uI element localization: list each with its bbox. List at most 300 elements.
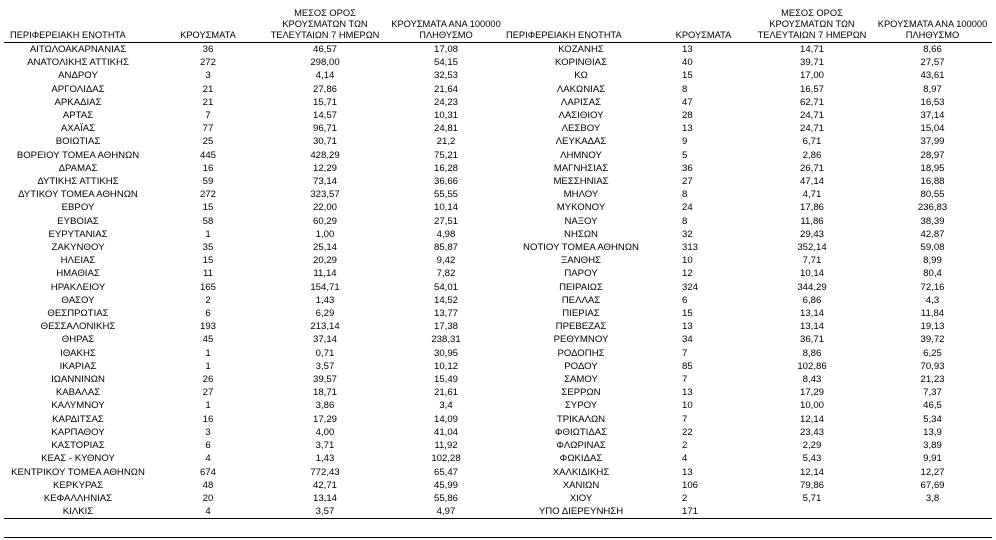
left-per100k-cell: 15,49 — [433, 374, 458, 386]
left-cases-cell: 6 — [205, 308, 211, 320]
table-row — [4, 83, 992, 96]
right-avg7-cell: 12,14 — [799, 466, 824, 478]
right-per100k-cell: 59,08 — [920, 242, 945, 254]
left-cases-cell: 4 — [152, 505, 264, 519]
right-cases-cell: 6 — [682, 294, 688, 306]
table-row — [4, 201, 992, 214]
left-per100k-cell: 21,64 — [433, 83, 458, 95]
left-per100k-cell: 17,08 — [433, 44, 458, 55]
right-per100k-cell: 7,37 — [923, 387, 942, 399]
right-region-cell: ΠΡΕΒΕΖΑΣ — [555, 321, 607, 333]
right-cases-cell: 27 — [682, 176, 693, 188]
left-region-cell: ΚΑΒΑΛΑΣ — [55, 387, 101, 399]
table-row — [4, 399, 992, 412]
right-region-cell: ΣΑΜΟΥ — [564, 374, 598, 386]
left-avg7-cell: 0,71 — [315, 347, 335, 359]
left-cases-cell: 445 — [199, 149, 216, 161]
left-region-cell: ΚΕΦΑΛΛΗΝΙΑΣ — [43, 492, 113, 504]
right-cases-cell: 47 — [682, 96, 693, 108]
right-avg7-cell: 79,86 — [799, 479, 824, 491]
right-per100k-cell: 80,4 — [923, 268, 942, 280]
right-cases-cell: 7 — [682, 413, 688, 425]
left-region-cell: ΕΥΡΥΤΑΝΙΑΣ — [48, 228, 108, 240]
left-per100k-cell: 17,38 — [433, 321, 458, 333]
right-avg7-cell — [751, 505, 873, 519]
left-per100k-cell: 238,31 — [431, 334, 461, 346]
left-cases-cell: 27 — [202, 387, 214, 399]
right-per100k-cell: 27,57 — [920, 57, 945, 69]
left-per100k-cell: 10,14 — [433, 202, 458, 214]
right-region-cell: ΠΕΛΛΑΣ — [561, 294, 601, 306]
left-region-cell: ΚΑΣΤΟΡΙΑΣ — [51, 440, 105, 452]
left-per100k-cell: 85,87 — [433, 242, 458, 254]
table-row — [4, 439, 992, 452]
left-cases-cell: 15 — [202, 202, 214, 214]
left-per100k-cell: 10,12 — [433, 360, 458, 372]
table-row — [4, 43, 992, 57]
right-per100k-cell: 15,04 — [920, 123, 945, 135]
left-avg7-cell: 37,14 — [312, 334, 337, 346]
left-cases-cell: 1 — [205, 400, 211, 412]
right-per100k-cell: 3,89 — [923, 440, 942, 452]
left-region-cell: ΕΥΒΟΙΑΣ — [57, 215, 99, 227]
right-region-cell: ΧΙΟΥ — [569, 492, 593, 504]
left-avg7-cell: 3,57 — [264, 505, 386, 519]
left-avg7-cell: 3,57 — [315, 360, 335, 372]
left-avg7-cell: 20,29 — [312, 255, 337, 267]
right-region-cell: ΜΗΛΟΥ — [563, 189, 599, 201]
right-avg7-cell: 16,57 — [799, 83, 824, 95]
left-cases-cell: 15 — [202, 255, 214, 267]
left-region-cell: ΒΟΙΩΤΙΑΣ — [55, 136, 101, 148]
right-cases-cell: 40 — [682, 57, 693, 69]
right-cases-cell: 13 — [682, 44, 693, 55]
left-avg7-cell: 42,71 — [312, 479, 337, 491]
right-per100k-cell: 70,93 — [920, 360, 945, 372]
left-avg7-cell: 73,14 — [312, 176, 337, 188]
left-region-cell: ΘΗΡΑΣ — [61, 334, 95, 346]
right-avg7-cell: 5,43 — [802, 453, 822, 465]
left-region-cell: ΗΜΑΘΙΑΣ — [56, 268, 100, 280]
right-per100k-cell: 37,99 — [920, 136, 945, 148]
right-cases-cell: 7 — [682, 347, 688, 359]
right-region-cell: ΠΙΕΡΙΑΣ — [562, 308, 600, 320]
right-per100k-cell: 8,97 — [923, 83, 942, 95]
right-region-cell: ΧΑΛΚΙΔΙΚΗΣ — [552, 466, 610, 478]
left-cases-cell: 25 — [202, 136, 214, 148]
left-per100k-cell: 16,28 — [433, 162, 458, 174]
left-per100k-cell: 102,28 — [431, 453, 461, 465]
right-cases-cell: 22 — [682, 426, 693, 438]
right-per100k-cell: 16,88 — [920, 176, 945, 188]
right-avg7-cell: 24,71 — [799, 123, 824, 135]
left-avg7-cell: 46,57 — [312, 44, 337, 55]
right-per100k-cell: 13,9 — [923, 426, 942, 438]
table-row — [4, 56, 992, 69]
left-avg7-cell: 14,57 — [312, 110, 337, 122]
right-cases-cell: 7 — [682, 374, 688, 386]
right-avg7-cell: 6,86 — [802, 294, 822, 306]
right-avg7-cell: 2,86 — [802, 149, 822, 161]
right-per100k-cell: 11,84 — [920, 308, 945, 320]
left-region-cell: ΑΡΚΑΔΙΑΣ — [54, 96, 102, 108]
right-region-cell: ΛΕΥΚΑΔΑΣ — [555, 136, 607, 148]
right-avg7-cell: 14,71 — [799, 44, 824, 55]
table-row — [4, 267, 992, 280]
table-row — [4, 492, 992, 505]
right-avg7-cell: 12,14 — [799, 413, 824, 425]
left-avg7-cell: 213,14 — [310, 321, 340, 333]
left-avg7-cell: 154,71 — [310, 281, 340, 293]
right-avg7-cell: 8,43 — [802, 374, 822, 386]
right-region-cell: ΛΑΚΩΝΙΑΣ — [556, 83, 606, 95]
left-per100k-cell: 4,98 — [436, 228, 456, 240]
right-per100k-cell: 16,53 — [920, 96, 945, 108]
left-cases-cell: 35 — [202, 242, 214, 254]
table-row — [4, 373, 992, 386]
left-cases-cell: 16 — [202, 413, 214, 425]
left-per100k-cell: 27,51 — [433, 215, 458, 227]
table-row — [4, 175, 992, 188]
table-row — [4, 162, 992, 175]
left-avg7-cell: 25,14 — [312, 242, 337, 254]
right-per100k-cell: 46,5 — [923, 400, 942, 412]
right-avg7-cell: 17,00 — [799, 70, 824, 82]
left-cases-cell: 6 — [205, 440, 211, 452]
right-per100k-cell: 8,66 — [923, 44, 942, 55]
right-region-cell: ΣΕΡΡΩΝ — [561, 387, 601, 399]
left-per100k-cell: 55,86 — [433, 492, 458, 504]
left-region-cell: ΖΑΚΥΝΘΟΥ — [51, 242, 105, 254]
right-region-cell: ΜΥΚΟΝΟΥ — [556, 202, 606, 214]
table-row — [4, 360, 992, 373]
right-avg7-cell: 17,29 — [799, 387, 824, 399]
right-region-cell: ΦΛΩΡΙΝΑΣ — [556, 440, 606, 452]
left-cases-cell: 1 — [205, 347, 211, 359]
right-avg7-cell: 8,86 — [802, 347, 822, 359]
right-per100k-cell: 39,72 — [920, 334, 945, 346]
left-avg7-cell: 13,14 — [312, 492, 337, 504]
right-avg7-cell: 344,29 — [797, 281, 827, 293]
table-row — [4, 281, 992, 294]
left-per100k-cell: 13,77 — [433, 308, 458, 320]
table-row — [4, 307, 992, 320]
left-region-cell: ΙΘΑΚΗΣ — [60, 347, 96, 359]
right-avg7-cell: 62,71 — [799, 96, 824, 108]
left-region-cell: ΗΛΕΙΑΣ — [60, 255, 96, 267]
right-avg7-cell: 36,71 — [799, 334, 824, 346]
right-region-cell: ΠΕΙΡΑΙΩΣ — [559, 281, 603, 293]
right-cases-cell: 85 — [682, 360, 693, 372]
left-region-cell: ΘΑΣΟΥ — [61, 294, 95, 306]
left-region-cell: ΘΕΣΣΑΛΟΝΙΚΗΣ — [40, 321, 116, 333]
table-header — [4, 8, 992, 43]
right-per100k-cell: 19,13 — [920, 321, 945, 333]
table-body — [4, 43, 992, 519]
left-region-cell: ΚΕΝΤΡΙΚΟΥ ΤΟΜΕΑ ΑΘΗΝΩΝ — [11, 466, 145, 478]
left-per100k-cell: 9,42 — [436, 255, 456, 267]
right-region-cell: ΝΑΞΟΥ — [564, 215, 598, 227]
right-cases-cell: 13 — [682, 321, 693, 333]
right-region-cell: ΛΑΡΙΣΑΣ — [560, 96, 602, 108]
right-avg7-cell: 10,00 — [799, 400, 824, 412]
right-avg7-cell: 47,14 — [799, 176, 824, 188]
left-avg7-cell: 30,71 — [312, 136, 337, 148]
right-region-cell: ΝΟΤΙΟΥ ΤΟΜΕΑ ΑΘΗΝΩΝ — [523, 242, 639, 254]
left-cases-cell: 21 — [202, 83, 214, 95]
right-per100k-cell: 6,25 — [923, 347, 942, 359]
table-row — [4, 320, 992, 333]
left-region-cell: ΒΟΡΕΙΟΥ ΤΟΜΕΑ ΑΘΗΝΩΝ — [16, 149, 140, 161]
left-per100k-cell: 65,47 — [433, 466, 458, 478]
right-avg7-cell: 24,71 — [799, 110, 824, 122]
header-row — [4, 8, 992, 43]
right-cases-cell: 34 — [682, 334, 693, 346]
right-cases-cell: 15 — [682, 308, 693, 320]
right-region-cell: ΡΕΘΥΜΝΟΥ — [553, 334, 609, 346]
right-cases-cell: 32 — [682, 228, 693, 240]
right-avg7-cell: 4,71 — [802, 189, 822, 201]
table-row — [4, 333, 992, 346]
right-region-cell: ΡΟΔΟΠΗΣ — [557, 347, 605, 359]
table-row — [4, 466, 992, 479]
right-region-cell: ΧΑΝΙΩΝ — [562, 479, 600, 491]
right-avg7-cell: 13,14 — [799, 308, 824, 320]
header-cases-left: ΚΡΟΥΣΜΑΤΑ — [152, 8, 264, 43]
left-region-cell: ΕΒΡΟΥ — [61, 202, 95, 214]
right-avg7-cell: 6,71 — [802, 136, 822, 148]
right-cases-cell: 8 — [682, 189, 688, 201]
left-cases-cell: 3 — [205, 426, 211, 438]
right-avg7-cell: 5,71 — [802, 492, 822, 504]
left-region-cell: ΘΕΣΠΡΩΤΙΑΣ — [47, 308, 109, 320]
left-cases-cell: 165 — [199, 281, 216, 293]
left-cases-cell: 4 — [205, 453, 211, 465]
right-cases-cell: 13 — [682, 387, 693, 399]
right-per100k-cell: 12,27 — [920, 466, 945, 478]
right-region-cell: ΠΑΡΟΥ — [564, 268, 598, 280]
right-region-cell: ΤΡΙΚΑΛΩΝ — [556, 413, 606, 425]
right-cases-cell: 36 — [682, 162, 693, 174]
header-cases-right: ΚΡΟΥΣΜΑΤΑ — [656, 8, 751, 43]
left-cases-cell: 16 — [202, 162, 214, 174]
right-avg7-cell: 11,86 — [800, 215, 824, 227]
table-row — [4, 254, 992, 267]
right-cases-cell: 10 — [682, 400, 693, 412]
left-region-cell: ΑΡΤΑΣ — [62, 110, 94, 122]
right-cases-cell: 324 — [682, 281, 699, 293]
left-per100k-cell: 36,66 — [433, 176, 458, 188]
right-per100k-cell: 42,87 — [920, 228, 945, 240]
left-avg7-cell: 12,29 — [312, 162, 337, 174]
right-region-cell: ΥΠΟ ΔΙΕΡΕΥΝΗΣΗ — [506, 505, 656, 519]
right-per100k-cell: 9,91 — [923, 453, 942, 465]
left-region-cell: ΙΩΑΝΝΙΝΩΝ — [51, 374, 105, 386]
left-region-cell: ΙΚΑΡΙΑΣ — [59, 360, 97, 372]
left-cases-cell: 3 — [205, 70, 211, 82]
left-per100k-cell: 41,04 — [433, 426, 458, 438]
right-per100k-cell: 18,95 — [920, 162, 945, 174]
right-avg7-cell: 2,29 — [802, 440, 822, 452]
right-region-cell: ΚΩ — [574, 70, 588, 82]
right-cases-cell: 8 — [682, 83, 688, 95]
right-region-cell: ΦΩΚΙΔΑΣ — [559, 453, 603, 465]
left-per100k-cell: 54,01 — [433, 281, 458, 293]
left-cases-cell: 1 — [205, 360, 211, 372]
left-per100k-cell: 55,55 — [433, 189, 458, 201]
right-per100k-cell: 80,55 — [920, 189, 945, 201]
left-avg7-cell: 15,71 — [312, 96, 337, 108]
left-avg7-cell: 17,29 — [312, 413, 337, 425]
left-region-cell: ΚΑΛΥΜΝΟΥ — [51, 400, 105, 412]
left-cases-cell: 272 — [199, 189, 216, 201]
left-region-cell: ΚΑΡΠΑΘΟΥ — [51, 426, 105, 438]
right-avg7-cell: 10,14 — [799, 268, 824, 280]
right-per100k-cell: 28,97 — [920, 149, 945, 161]
right-per100k-cell: 3,8 — [925, 492, 940, 504]
left-region-cell: ΚΕΑΣ - ΚΥΘΝΟΥ — [41, 453, 115, 465]
left-avg7-cell: 428,29 — [310, 149, 340, 161]
left-avg7-cell: 4,14 — [315, 70, 335, 82]
table-row — [4, 505, 992, 519]
table-row — [4, 135, 992, 148]
right-region-cell: ΛΕΣΒΟΥ — [561, 123, 601, 135]
table-row — [4, 149, 992, 162]
right-cases-cell: 2 — [682, 440, 688, 452]
left-avg7-cell: 11,14 — [313, 268, 337, 280]
left-cases-cell: 58 — [202, 215, 214, 227]
left-cases-cell: 11 — [203, 268, 213, 280]
right-per100k-cell: 236,83 — [917, 202, 948, 214]
table-row — [4, 426, 992, 439]
right-avg7-cell: 102,86 — [797, 360, 827, 372]
table-row — [4, 69, 992, 82]
right-cases-cell: 15 — [682, 70, 693, 82]
left-cases-cell: 26 — [202, 374, 214, 386]
left-cases-cell: 48 — [202, 479, 214, 491]
table-row — [4, 228, 992, 241]
left-avg7-cell: 3,86 — [315, 400, 335, 412]
left-per100k-cell: 10,31 — [433, 110, 458, 122]
right-cases-cell: 12 — [682, 268, 693, 280]
right-avg7-cell: 29,43 — [799, 228, 824, 240]
left-avg7-cell: 27,86 — [312, 83, 337, 95]
right-cases-cell: 171 — [656, 505, 751, 519]
left-avg7-cell: 4,00 — [315, 426, 335, 438]
left-per100k-cell: 54,15 — [433, 57, 458, 69]
right-region-cell: ΜΑΓΝΗΣΙΑΣ — [553, 162, 609, 174]
left-per100k-cell: 4,97 — [386, 505, 506, 519]
table-row — [4, 215, 992, 228]
left-cases-cell: 77 — [202, 123, 214, 135]
left-avg7-cell: 1,43 — [315, 294, 335, 306]
left-per100k-cell: 24,23 — [433, 96, 458, 108]
left-per100k-cell: 14,09 — [433, 413, 458, 425]
right-region-cell: ΚΟΡΙΝΘΙΑΣ — [554, 57, 608, 69]
right-cases-cell: 13 — [682, 466, 693, 478]
left-per100k-cell: 32,53 — [433, 70, 458, 82]
table-row — [4, 479, 992, 492]
right-avg7-cell: 23,43 — [799, 426, 824, 438]
left-cases-cell: 272 — [199, 57, 216, 69]
left-per100k-cell: 21,61 — [433, 387, 458, 399]
left-avg7-cell: 1,00 — [315, 228, 335, 240]
right-region-cell: ΜΕΣΣΗΝΙΑΣ — [553, 176, 609, 188]
right-per100k-cell: 72,16 — [920, 281, 945, 293]
right-cases-cell: 4 — [682, 453, 688, 465]
header-per100k-left: ΚΡΟΥΣΜΑΤΑ ΑΝΑ 100000 ΠΛΗΘΥΣΜΟ — [386, 8, 506, 43]
left-avg7-cell: 1,43 — [315, 453, 335, 465]
right-avg7-cell: 26,71 — [799, 162, 824, 174]
right-avg7-cell: 7,71 — [802, 255, 822, 267]
left-region-cell: ΚΕΡΚΥΡΑΣ — [52, 479, 103, 491]
left-cases-cell: 45 — [202, 334, 214, 346]
bottom-divider — [4, 537, 992, 538]
left-region-cell: ΑΝΔΡΟΥ — [58, 70, 98, 82]
left-avg7-cell: 772,43 — [310, 466, 340, 478]
left-cases-cell: 2 — [205, 294, 211, 306]
table-row — [4, 96, 992, 109]
left-avg7-cell: 298,00 — [310, 57, 340, 69]
header-per100k-right: ΚΡΟΥΣΜΑΤΑ ΑΝΑ 100000 ΠΛΗΘΥΣΜΟ — [873, 8, 992, 43]
right-cases-cell: 2 — [682, 492, 688, 504]
right-cases-cell: 313 — [682, 242, 699, 254]
right-region-cell: ΚΟΖΑΝΗΣ — [558, 44, 604, 55]
right-per100k-cell: 5,34 — [923, 413, 942, 425]
left-region-cell: ΑΙΤΩΛΟΑΚΑΡΝΑΝΙΑΣ — [29, 44, 127, 55]
right-cases-cell: 10 — [682, 255, 693, 267]
left-cases-cell: 7 — [205, 110, 211, 122]
right-region-cell: ΡΟΔΟΥ — [564, 360, 598, 372]
table-row — [4, 294, 992, 307]
left-region-cell: ΚΙΛΚΙΣ — [4, 505, 152, 519]
left-avg7-cell: 6,29 — [315, 308, 335, 320]
left-per100k-cell: 75,21 — [433, 149, 458, 161]
left-region-cell: ΔΥΤΙΚΟΥ ΤΟΜΕΑ ΑΘΗΝΩΝ — [18, 189, 138, 201]
left-avg7-cell: 39,57 — [312, 374, 337, 386]
right-cases-cell: 106 — [682, 479, 699, 491]
header-avg7-left: ΜΕΣΟΣ ΟΡΟΣ ΚΡΟΥΣΜΑΤΩΝ ΤΩΝ ΤΕΛΕΥΤΑΙΩΝ 7 ΗΜΕΡΩΝ — [264, 8, 386, 43]
left-avg7-cell: 18,71 — [312, 387, 337, 399]
right-per100k-cell: 43,61 — [920, 70, 945, 82]
right-per100k-cell: 37,14 — [920, 110, 945, 122]
right-avg7-cell: 39,71 — [799, 57, 824, 69]
table-row — [4, 109, 992, 122]
left-cases-cell: 1 — [205, 228, 211, 240]
table-row — [4, 386, 992, 399]
right-per100k-cell: 4,3 — [925, 294, 940, 306]
left-region-cell: ΚΑΡΔΙΤΣΑΣ — [52, 413, 104, 425]
left-region-cell: ΔΥΤΙΚΗΣ ΑΤΤΙΚΗΣ — [37, 176, 119, 188]
right-per100k-cell: 21,23 — [920, 374, 945, 386]
left-cases-cell: 193 — [199, 321, 216, 333]
covid-cases-table — [4, 8, 992, 519]
right-cases-cell: 5 — [682, 149, 688, 161]
table-row — [4, 241, 992, 254]
right-region-cell: ΛΑΣΙΘΙΟΥ — [558, 110, 604, 122]
left-region-cell: ΑΝΑΤΟΛΙΚΗΣ ΑΤΤΙΚΗΣ — [27, 57, 129, 69]
right-avg7-cell: 352,14 — [797, 242, 827, 254]
right-avg7-cell: 17,86 — [799, 202, 824, 214]
left-per100k-cell: 11,92 — [434, 440, 458, 452]
right-region-cell: ΞΑΝΘΗΣ — [561, 255, 601, 267]
right-per100k-cell: 38,39 — [920, 215, 945, 227]
right-cases-cell: 24 — [682, 202, 693, 214]
right-region-cell: ΝΗΣΩΝ — [564, 228, 598, 240]
left-per100k-cell: 24,81 — [433, 123, 458, 135]
left-per100k-cell: 7,82 — [436, 268, 456, 280]
table-row — [4, 452, 992, 465]
